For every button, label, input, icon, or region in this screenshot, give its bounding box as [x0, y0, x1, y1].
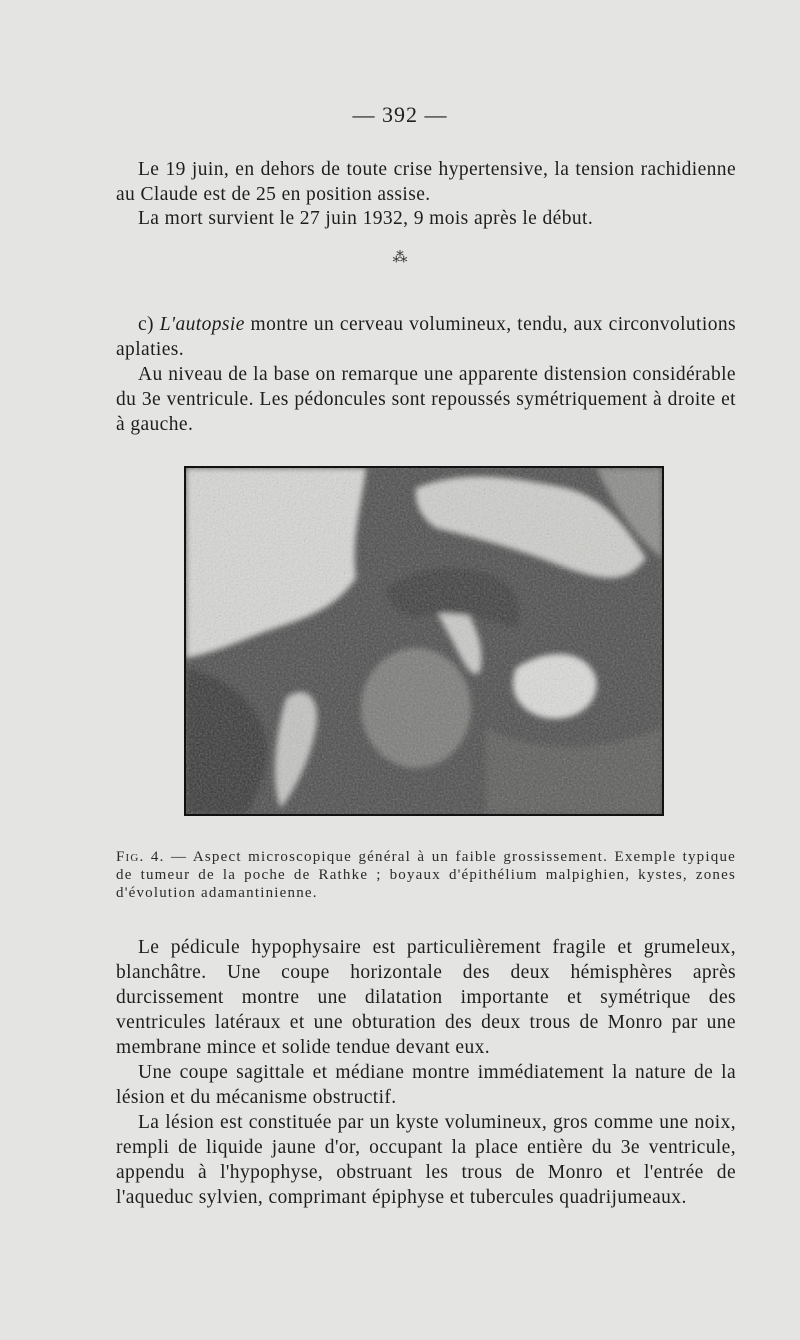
figure-caption-text: — Aspect microscopique général à un faible grossissement. Exemple typique de tumeur de la poche de Rathke ; boyaux d'épithélium malpighien, kystes, zones d'évolution adamantinienne.	[116, 849, 736, 901]
paragraph-7: La lésion est constituée par un kyste volumineux, gros comme une noix, rempli de liquide jaune d'or, occupant la place entière du 3e ventricule, appendu à l'hypophyse, obstruant les trous de Monro et l'entrée de l'aqueduc sylvien, comprimant épiphyse et tubercules quadrijumeaux.	[116, 1112, 736, 1208]
paragraph-4: Au niveau de la base on remarque une apparente distension considérable du 3e ventricule. Les pédoncules sont repoussés symétriquement à droite et à gauche.	[116, 364, 736, 435]
paragraph-2: La mort survient le 27 juin 1932, 9 mois après le début.	[138, 208, 594, 229]
micrograph-figure	[184, 466, 664, 816]
paragraph-3	[116, 312, 736, 362]
figure-caption	[116, 848, 736, 902]
section-heading: L'autopsie	[159, 314, 245, 335]
figure-label: Fig. 4.	[116, 849, 165, 865]
page-number: — 392 —	[352, 102, 448, 127]
section-letter: c)	[138, 314, 160, 335]
paragraph-6: Une coupe sagittale et médiane montre immédiatement la nature de la lésion et du mécanisme obstructif.	[116, 1062, 736, 1108]
asterism-separator: ⁂	[392, 250, 408, 266]
paragraph-3-text: montre un cerveau volumineux, tendu, aux circonvolutions aplaties.	[116, 314, 736, 360]
paragraph-5: Le pédicule hypophysaire est particulièrement fragile et grumeleux, blanchâtre. Une coupe horizontale des deux hémisphères après durcissement montre une dilatation importante et symétrique des ventricules latéraux et une obturation des deux trous de Monro par une membrane mince et solide tendue devant eux.	[116, 937, 736, 1058]
paragraph-1: Le 19 juin, en dehors de toute crise hypertensive, la tension rachidienne au Claude est de 25 en position assise.	[116, 159, 736, 205]
micrograph-image	[186, 468, 662, 814]
